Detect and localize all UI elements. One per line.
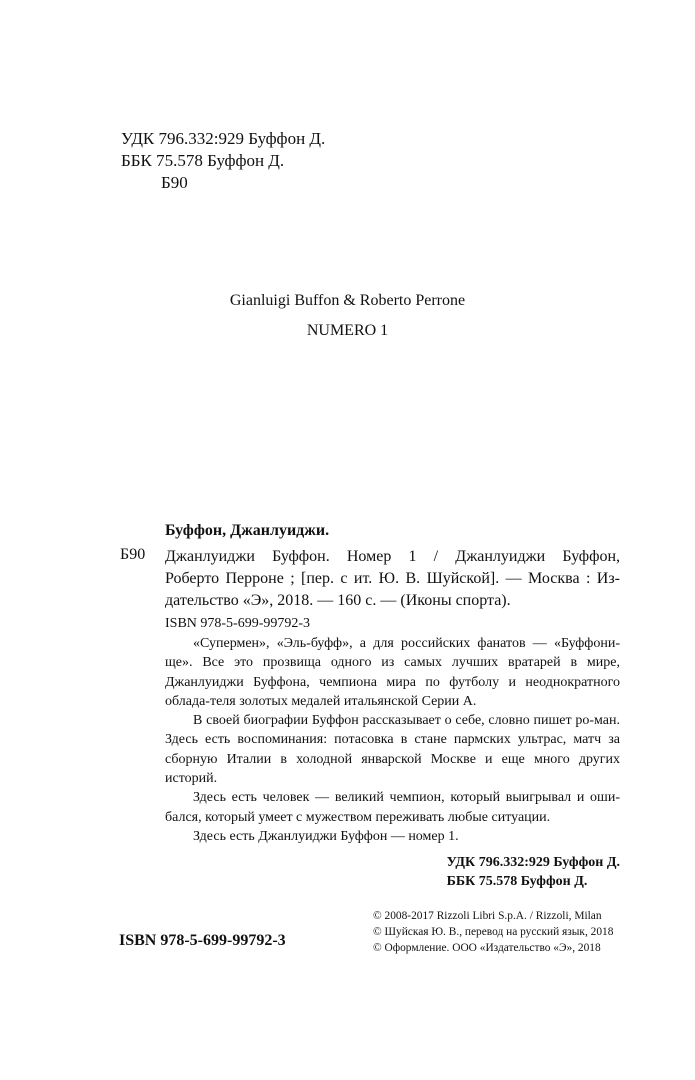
bibliographic-line: дательство «Э», 2018. — 160 с. — (Иконы спорта). bbox=[165, 592, 511, 609]
top-bbk-code: ББК 75.578 Буффон Д. bbox=[121, 151, 285, 170]
bottom-udk-code: УДК 796.332:929 Буффон Д. bbox=[446, 855, 620, 870]
isbn-bold: ISBN 978-5-699-99792-3 bbox=[119, 932, 286, 949]
copyright-block bbox=[373, 908, 613, 956]
copyright-line: © Шуйская Ю. В., перевод на русский язык, 2018 bbox=[373, 926, 614, 938]
top-author-mark: Б90 bbox=[161, 173, 188, 192]
annotation-paragraph: «Супермен», «Эль-буфф», а для российских фанатов — «Буффони-ще». Все это прозвища одного из самых лучших вратарей в мире, Джанлуиджи Буффона, чемпиона мира по футболу и неоднократного облада-теля золотых медалей итальянской Серии А. bbox=[165, 636, 620, 709]
bibliographic-line: Роберто Перроне ; [пер. с ит. Ю. В. Шуйской]. — Москва : Из- bbox=[165, 570, 620, 587]
annotation-paragraph: В своей биографии Буффон рассказывает о себе, словно пишет ро-ман. Здесь есть воспоминания: потасовка в стане пармских ультрас, матч за сборную Италии в холодной январской Москве и еще много других историй. bbox=[165, 713, 620, 787]
bibliographic-description bbox=[165, 546, 620, 612]
top-classification-block bbox=[121, 128, 325, 194]
copyright-line: © 2008-2017 Rizzoli Libri S.p.A. / Rizzoli, Milan bbox=[373, 910, 602, 922]
annotation bbox=[165, 634, 620, 846]
copyright-line: © Оформление. ООО «Издательство «Э», 2018 bbox=[373, 942, 601, 954]
original-title: NUMERO 1 bbox=[306, 322, 389, 339]
catalog-isbn: ISBN 978-5-699-99792-3 bbox=[165, 616, 311, 631]
top-udk-code: УДК 796.332:929 Буффон Д. bbox=[121, 129, 326, 148]
bibliographic-line: Джанлуиджи Буффон. Номер 1 / Джанлуиджи Буффон, bbox=[165, 548, 620, 565]
annotation-paragraph: Здесь есть человек — великий чемпион, который выигрывал и оши-бался, который умеет с мужеством переживать любые ситуации. bbox=[165, 790, 620, 825]
catalog-heading: Буффон, Джанлуиджи. bbox=[165, 522, 330, 539]
original-authors: Gianluigi Buffon & Roberto Perrone bbox=[229, 292, 466, 309]
bottom-classification-block bbox=[447, 853, 620, 891]
bottom-bbk-code: ББК 75.578 Буффон Д. bbox=[446, 874, 588, 889]
catalog-author-mark: Б90 bbox=[120, 546, 146, 563]
annotation-paragraph: Здесь есть Джанлуиджи Буффон — номер 1. bbox=[193, 828, 459, 844]
